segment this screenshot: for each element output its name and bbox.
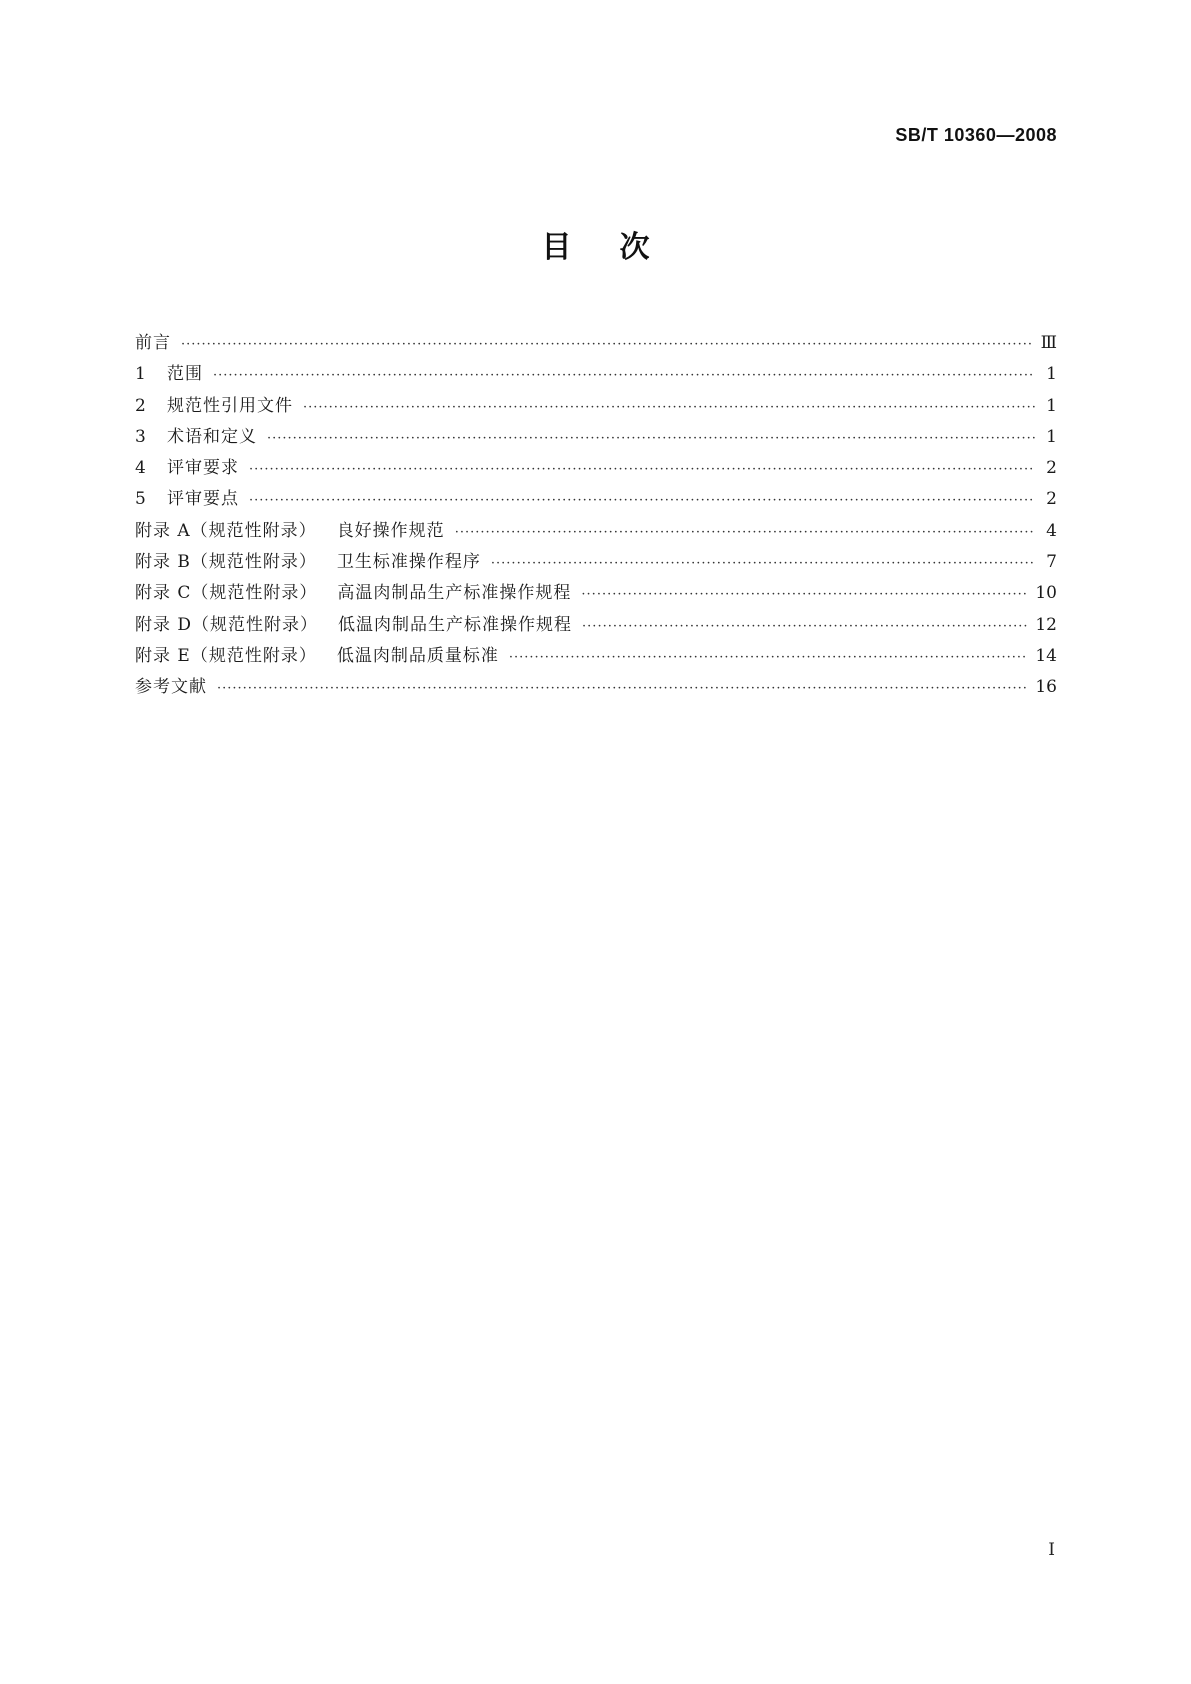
toc-entry-label: 术语和定义 bbox=[167, 426, 257, 447]
table-of-contents bbox=[135, 328, 1057, 704]
toc-entry-page: 16 bbox=[1035, 677, 1057, 698]
page-number: I bbox=[1048, 1540, 1055, 1560]
toc-entry-label: 前言 bbox=[135, 333, 171, 353]
toc-entry-review-points[interactable] bbox=[135, 484, 1057, 515]
toc-entry-review-requirements[interactable] bbox=[135, 453, 1057, 484]
toc-leader-dots bbox=[267, 423, 1035, 453]
toc-leader-dots bbox=[181, 329, 1033, 359]
toc-entry-label: 范围 bbox=[167, 364, 203, 385]
toc-entry-label: 低温肉制品质量标准 bbox=[336, 645, 499, 666]
toc-leader-dots bbox=[303, 392, 1035, 422]
toc-leader-dots bbox=[213, 360, 1035, 390]
toc-entry-label: 良好操作规范 bbox=[336, 520, 445, 541]
toc-entry-label: 评审要点 bbox=[167, 489, 239, 510]
toc-entry-foreword[interactable] bbox=[135, 328, 1057, 359]
toc-entry-label: 卫生标准操作程序 bbox=[336, 552, 481, 573]
toc-entry-number: 3 bbox=[135, 426, 146, 447]
toc-entry-page: Ⅲ bbox=[1040, 333, 1057, 353]
toc-entry-number: 5 bbox=[135, 489, 146, 510]
toc-leader-dots bbox=[582, 611, 1027, 641]
toc-entry-page: 10 bbox=[1035, 583, 1057, 604]
toc-leader-dots bbox=[491, 548, 1035, 578]
toc-annex-tag: 附录 A（规范性附录） bbox=[135, 520, 317, 541]
toc-entry-annex-c[interactable] bbox=[135, 578, 1057, 609]
toc-entry-annex-e[interactable] bbox=[135, 641, 1057, 672]
toc-annex-tag: 附录 D（规范性附录） bbox=[135, 614, 319, 635]
toc-leader-dots bbox=[249, 485, 1035, 515]
toc-entry-page: 2 bbox=[1046, 489, 1057, 510]
toc-entry-page: 12 bbox=[1035, 614, 1057, 635]
toc-entry-page: 14 bbox=[1035, 645, 1057, 666]
toc-annex-tag: 附录 C（规范性附录） bbox=[135, 583, 318, 604]
toc-entry-page: 1 bbox=[1046, 426, 1057, 447]
toc-entry-page: 2 bbox=[1046, 458, 1057, 479]
toc-annex-tag: 附录 E（规范性附录） bbox=[135, 645, 317, 666]
toc-annex-tag: 附录 B（规范性附录） bbox=[135, 552, 317, 573]
toc-entry-page: 1 bbox=[1046, 364, 1057, 385]
toc-entry-label: 规范性引用文件 bbox=[167, 395, 293, 416]
toc-entry-label: 参考文献 bbox=[135, 677, 207, 698]
toc-entry-label: 高温肉制品生产标准操作规程 bbox=[337, 583, 572, 604]
toc-entry-label: 低温肉制品生产标准操作规程 bbox=[338, 614, 573, 635]
toc-leader-dots bbox=[217, 673, 1027, 703]
page-title: 目次 bbox=[541, 230, 698, 265]
toc-entry-terms-definitions[interactable] bbox=[135, 422, 1057, 453]
toc-entry-number: 1 bbox=[135, 364, 146, 385]
toc-entry-page: 4 bbox=[1046, 520, 1057, 541]
toc-entry-number: 4 bbox=[135, 458, 146, 479]
toc-entry-label: 评审要求 bbox=[167, 458, 239, 479]
toc-entry-annex-b[interactable] bbox=[135, 547, 1057, 578]
toc-entry-scope[interactable] bbox=[135, 359, 1057, 390]
toc-entry-annex-a[interactable] bbox=[135, 516, 1057, 547]
toc-entry-normative-references[interactable] bbox=[135, 391, 1057, 422]
toc-entry-annex-d[interactable] bbox=[135, 610, 1057, 641]
toc-entry-bibliography[interactable] bbox=[135, 672, 1057, 703]
toc-entry-page: 1 bbox=[1046, 395, 1057, 416]
toc-leader-dots bbox=[581, 579, 1027, 609]
toc-entry-page: 7 bbox=[1046, 552, 1057, 573]
toc-entry-number: 2 bbox=[135, 395, 146, 416]
standard-code: SB/T 10360—2008 bbox=[895, 125, 1057, 145]
toc-leader-dots bbox=[509, 642, 1028, 672]
toc-leader-dots bbox=[249, 454, 1035, 484]
toc-leader-dots bbox=[455, 517, 1035, 547]
